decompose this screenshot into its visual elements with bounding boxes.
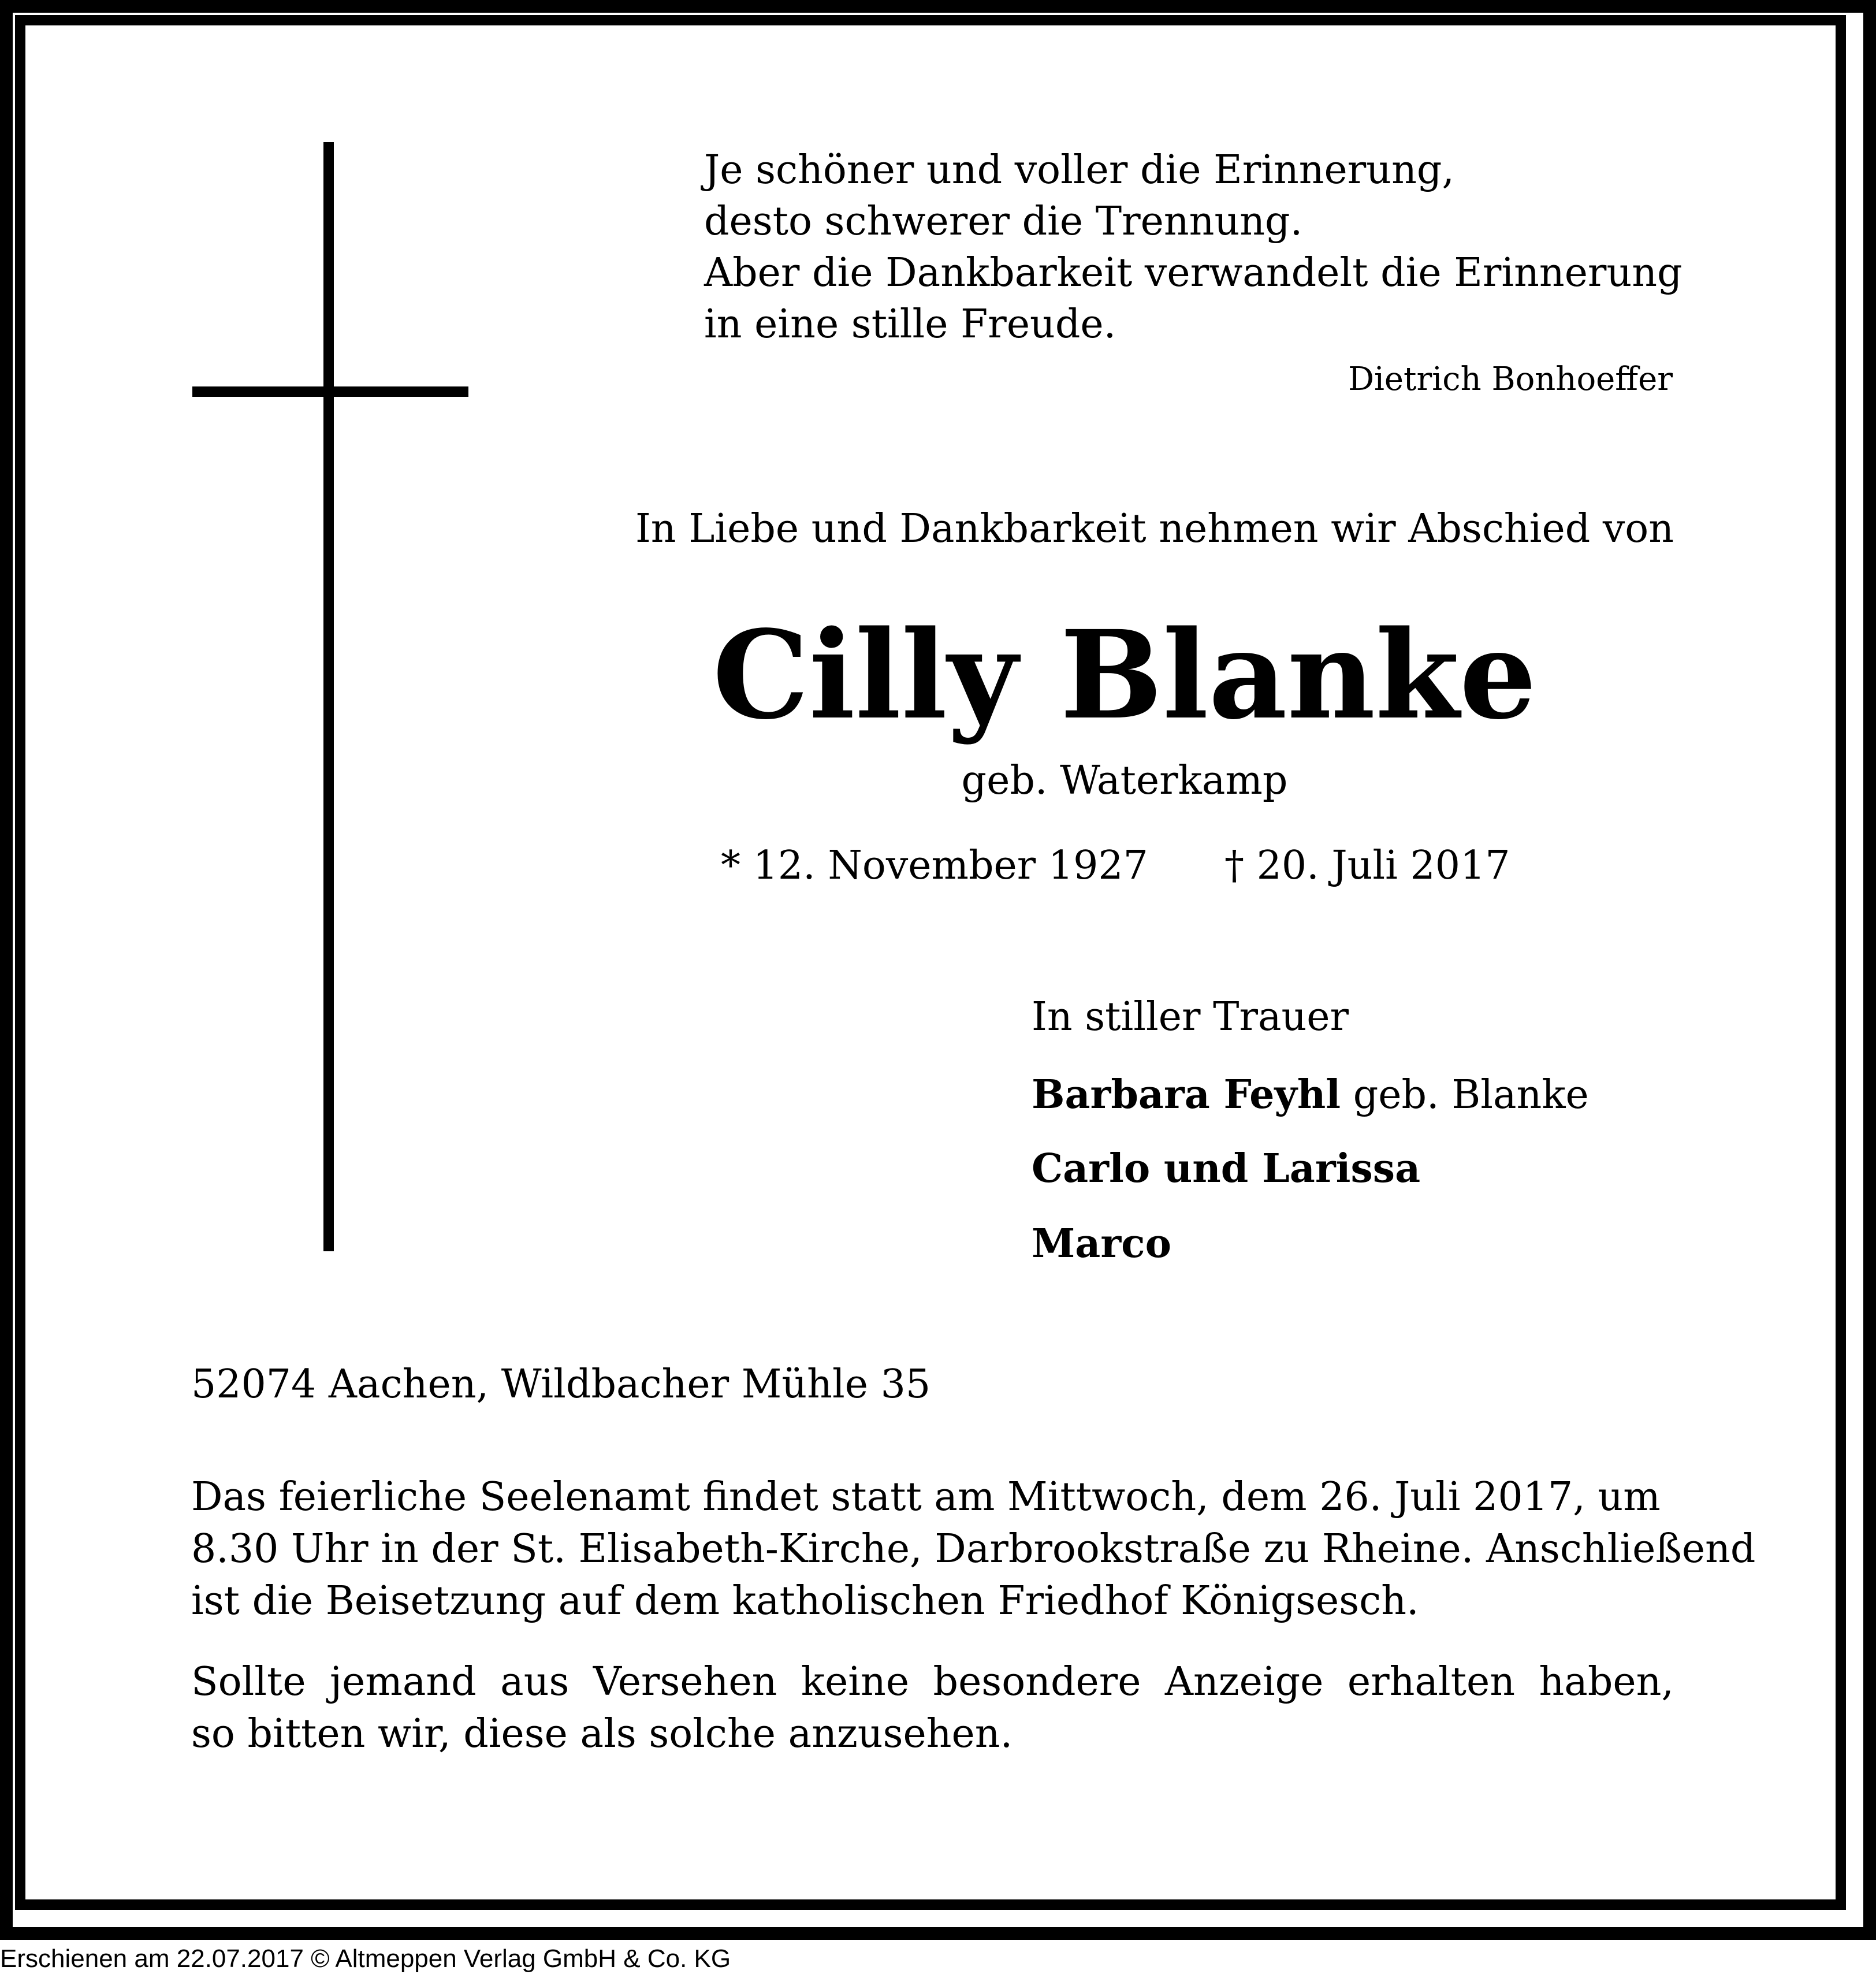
quote-author: Dietrich Bonhoeffer bbox=[1348, 360, 1673, 398]
mourner-suffix: geb. Blanke bbox=[1341, 1072, 1589, 1118]
cross-horizontal-bar bbox=[192, 386, 468, 397]
service-line: ist die Beisetzung auf dem katholischen Friedhof Königsesch. bbox=[191, 1578, 1419, 1624]
death-date: † 20. Juli 2017 bbox=[1224, 843, 1510, 888]
mourning-intro: In stiller Trauer bbox=[1032, 994, 1349, 1040]
notice-paragraph bbox=[191, 1656, 1674, 1760]
publication-footer: Erschienen am 22.07.2017 © Altmeppen Verlag GmbH & Co. KG bbox=[0, 1944, 731, 1973]
mourner-entry bbox=[1032, 1146, 1420, 1192]
mourner-name: Carlo und Larissa bbox=[1032, 1146, 1421, 1192]
service-line: Das feierliche Seelenamt findet statt am Mittwoch, dem 26. Juli 2017, um bbox=[191, 1474, 1661, 1520]
service-paragraph bbox=[191, 1471, 1756, 1627]
farewell-intro: In Liebe und Dankbarkeit nehmen wir Abschied von bbox=[635, 506, 1674, 552]
mourner-name: Marco bbox=[1032, 1221, 1171, 1267]
deceased-name: Cilly Blanke bbox=[712, 604, 1537, 746]
quote-line: Je schöner und voller die Erinnerung, bbox=[704, 147, 1455, 193]
quote-line: desto schwerer die Trennung. bbox=[704, 199, 1303, 244]
birth-date: * 12. November 1927 bbox=[721, 843, 1148, 888]
quote-line: Aber die Dankbarkeit verwandelt die Erinnerung bbox=[704, 250, 1683, 296]
quote-line: in eine stille Freude. bbox=[704, 302, 1116, 347]
family-address: 52074 Aachen, Wildbacher Mühle 35 bbox=[191, 1362, 931, 1407]
mourner-entry bbox=[1032, 1072, 1589, 1118]
service-line: 8.30 Uhr in der St. Elisabeth-Kirche, Darbrookstraße zu Rheine. Anschließend bbox=[191, 1526, 1756, 1572]
mourner-entry bbox=[1032, 1221, 1171, 1267]
birth-name: geb. Waterkamp bbox=[961, 758, 1288, 804]
notice-line: so bitten wir, diese als solche anzusehen. bbox=[191, 1711, 1013, 1757]
quote bbox=[704, 144, 1683, 350]
mourner-name: Barbara Feyhl bbox=[1032, 1072, 1341, 1118]
cross-vertical-bar bbox=[323, 142, 334, 1251]
notice-line: Sollte jemand aus Versehen keine besondere Anzeige erhalten haben, bbox=[191, 1659, 1674, 1705]
